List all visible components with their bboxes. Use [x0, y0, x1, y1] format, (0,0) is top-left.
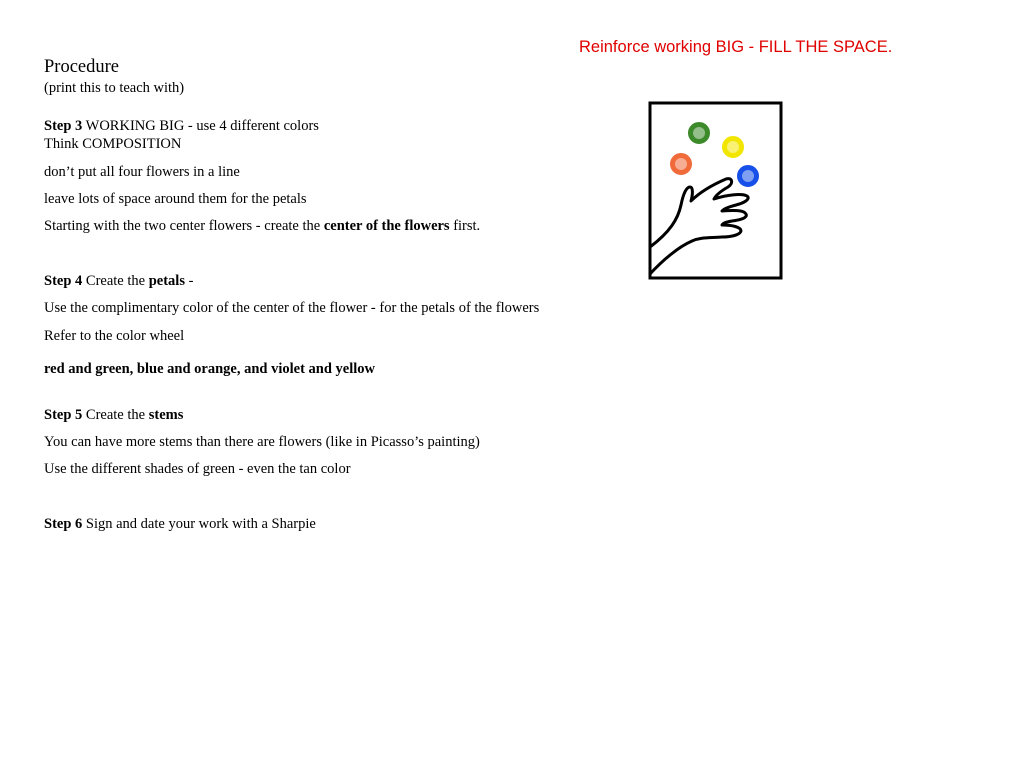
step3-line-not-in-line: don’t put all four flowers in a line — [44, 164, 240, 180]
step3-center-bold: center of the flowers — [323, 218, 450, 234]
step3-heading — [44, 119, 319, 134]
juggling-hand-illustration — [648, 101, 784, 281]
blue-dot-icon — [740, 168, 757, 185]
yellow-dot-icon — [725, 139, 742, 156]
step5-line-more-stems: You can have more stems than there are flowers (like in Picasso’s painting) — [44, 434, 480, 450]
step3-label: Step 3 — [44, 118, 83, 134]
step4-text-bold: petals — [148, 273, 185, 289]
step5-heading — [44, 408, 183, 423]
step5-line-shades: Use the different shades of green - even the tan color — [44, 461, 351, 477]
step5-text-pre: Create the — [82, 407, 149, 423]
page-subtitle: (print this to teach with) — [44, 80, 185, 96]
step3-center-pre: Starting with the two center flowers - create the — [44, 218, 324, 234]
step4-label: Step 4 — [44, 273, 83, 289]
step4-pairs-bold: red and green, blue and orange, and violet and yellow — [44, 361, 375, 377]
step3-center-post: first. — [449, 218, 481, 234]
orange-dot-icon — [673, 156, 690, 173]
step6-text: Sign and date your work with a Sharpie — [82, 516, 316, 532]
step3-line-space: leave lots of space around them for the petals — [44, 191, 307, 207]
step5-label: Step 5 — [44, 407, 83, 423]
step6-label: Step 6 — [44, 516, 83, 532]
green-dot-icon — [691, 125, 708, 142]
step4-line-color-wheel: Refer to the color wheel — [44, 328, 185, 344]
step6-heading — [44, 517, 316, 532]
step4-text-post: - — [184, 273, 194, 289]
illustration-frame — [650, 103, 781, 278]
step4-text-pre: Create the — [82, 273, 149, 289]
step3-text: WORKING BIG - use 4 different colors — [82, 118, 319, 134]
step4-heading — [44, 274, 193, 289]
reinforce-note: Reinforce working BIG - FILL THE SPACE. — [579, 38, 893, 56]
step5-text-bold: stems — [148, 407, 184, 423]
step4-line-pairs — [44, 362, 375, 377]
step3-line-center — [44, 219, 480, 234]
step3-line-composition: Think COMPOSITION — [44, 136, 182, 152]
step4-line-complimentary: Use the complimentary color of the center of the flower - for the petals of the flowers — [44, 300, 540, 316]
page-title: Procedure — [44, 57, 119, 77]
